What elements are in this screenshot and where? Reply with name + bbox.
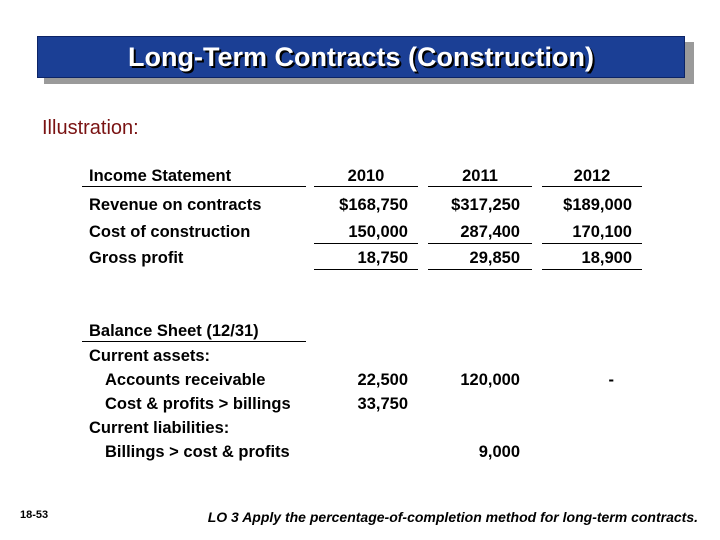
slide-number: 18-53: [20, 509, 49, 521]
cost-2011: 287,400: [460, 223, 520, 241]
cost-profits-billings-label: Cost & profits > billings: [105, 395, 291, 413]
gross-profit-2010: 18,750: [357, 249, 408, 267]
billings-cost-profits-label: Billings > cost & profits: [105, 443, 290, 461]
accounts-receivable-2011: 120,000: [460, 371, 520, 389]
subtotal-rule: [428, 243, 532, 244]
header-rule: [428, 186, 532, 187]
total-rule: [428, 269, 532, 270]
balance-header-rule: [82, 341, 306, 342]
revenue-2010: $168,750: [339, 196, 408, 214]
slide-title: Long-Term Contracts (Construction): [128, 41, 594, 72]
revenue-label: Revenue on contracts: [89, 196, 262, 214]
accounts-receivable-2010: 22,500: [357, 371, 408, 389]
illustration-label: Illustration:: [42, 117, 139, 139]
header-rule: [82, 186, 306, 187]
gross-profit-2012: 18,900: [581, 249, 632, 267]
revenue-2012: $189,000: [563, 196, 632, 214]
current-liabilities-label: Current liabilities:: [89, 419, 230, 437]
accounts-receivable-label: Accounts receivable: [105, 371, 266, 389]
subtotal-rule: [542, 243, 642, 244]
header-rule: [314, 186, 418, 187]
billings-cost-profits-2011: 9,000: [478, 443, 520, 461]
accounts-receivable-2012: -: [608, 371, 614, 389]
current-assets-label: Current assets:: [89, 347, 211, 365]
learning-objective: LO 3 Apply the percentage-of-completion method for long-term contracts.: [207, 509, 698, 525]
cost-label: Cost of construction: [89, 223, 251, 241]
year-2010-header: 2010: [347, 167, 385, 185]
cost-2012: 170,100: [572, 223, 632, 241]
total-rule: [314, 269, 418, 270]
cost-profits-billings-2010: 33,750: [357, 395, 408, 413]
gross-profit-label: Gross profit: [89, 249, 184, 267]
balance-sheet-header: Balance Sheet (12/31): [89, 322, 259, 340]
cost-2010: 150,000: [348, 223, 408, 241]
year-2012-header: 2012: [573, 167, 611, 185]
income-statement-header: Income Statement: [89, 167, 232, 185]
revenue-2011: $317,250: [451, 196, 520, 214]
subtotal-rule: [314, 243, 418, 244]
total-rule: [542, 269, 642, 270]
header-rule: [542, 186, 642, 187]
gross-profit-2011: 29,850: [469, 249, 520, 267]
title-banner: [37, 36, 685, 78]
year-2011-header: 2011: [462, 167, 498, 185]
